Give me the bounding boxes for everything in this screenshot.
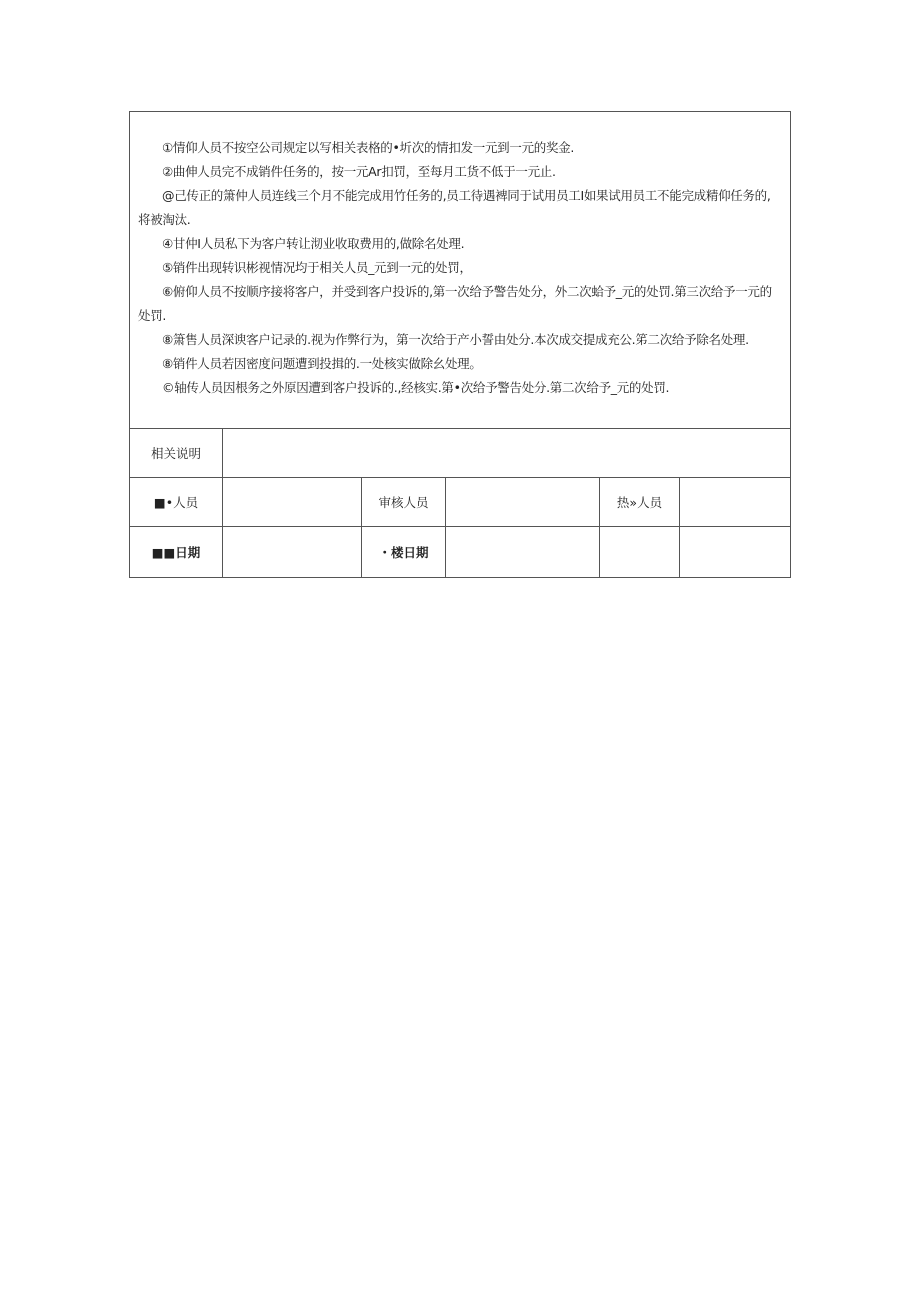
approver-value (680, 478, 791, 527)
rule-8: ⑧销件人员若因密度问题遭到投揖的.一处核实做除幺处理。 (162, 356, 482, 371)
prepare-date-value (223, 527, 362, 578)
rule-1: ①情仰人员不按空公司规定以写相关表格的•圻次的情扣发一元到一元的奖金. (162, 140, 575, 155)
rule-9: ©轴传人员因根务之外原因遭到客户投诉的.,经核实.第•次给予警告处分.第二次给予_元的处罚. (162, 380, 670, 395)
review-date-value (446, 527, 600, 578)
rule-5: ⑤销件出现转识彬视情况均于相关人员_元到一元的处罚， (162, 260, 472, 275)
reviewer-label: 审核人员 (362, 478, 446, 527)
approve-date-value (680, 527, 791, 578)
rule-6: ⑥俯仰人员不按顺序接将客户，并受到客户投诉的,第一次给予警告处分，外二次蛤予_元的处罚.第三次给予一元的处罚. (138, 284, 772, 323)
rules-cell (130, 112, 791, 429)
rule-2: ②曲伸人员完不成销件任务的，按一元Ar扣罚，至每月工货不低于一元止. (162, 164, 556, 179)
rule-3: @己传正的箫仲人员连线三个月不能完成用竹任务的,员工待遇裨同于试用员工I如果试用员工不能完成精仰任务的,将被淘汰. (138, 188, 771, 227)
preparer-value (223, 478, 362, 527)
description-value (223, 429, 791, 478)
approver-label: 热»人员 (600, 478, 680, 527)
approve-date-label (600, 527, 680, 578)
rule-4: ④甘仲I人员私下为客户转让沏业收取费用的,做除名处理. (162, 236, 465, 251)
rule-7: ⑧箫售人员深谀客户记录的.视为作弊行为，第一次给于产小誓由处分.本次成交提成充公.笫二次给予除名处理. (162, 332, 749, 347)
preparer-label: ■•人员 (130, 478, 223, 527)
description-label: 相关说明 (130, 429, 223, 478)
rules-table (129, 111, 791, 578)
review-date-label: ・楼日期 (362, 527, 446, 578)
reviewer-value (446, 478, 600, 527)
prepare-date-label: ■■日期 (130, 527, 223, 578)
